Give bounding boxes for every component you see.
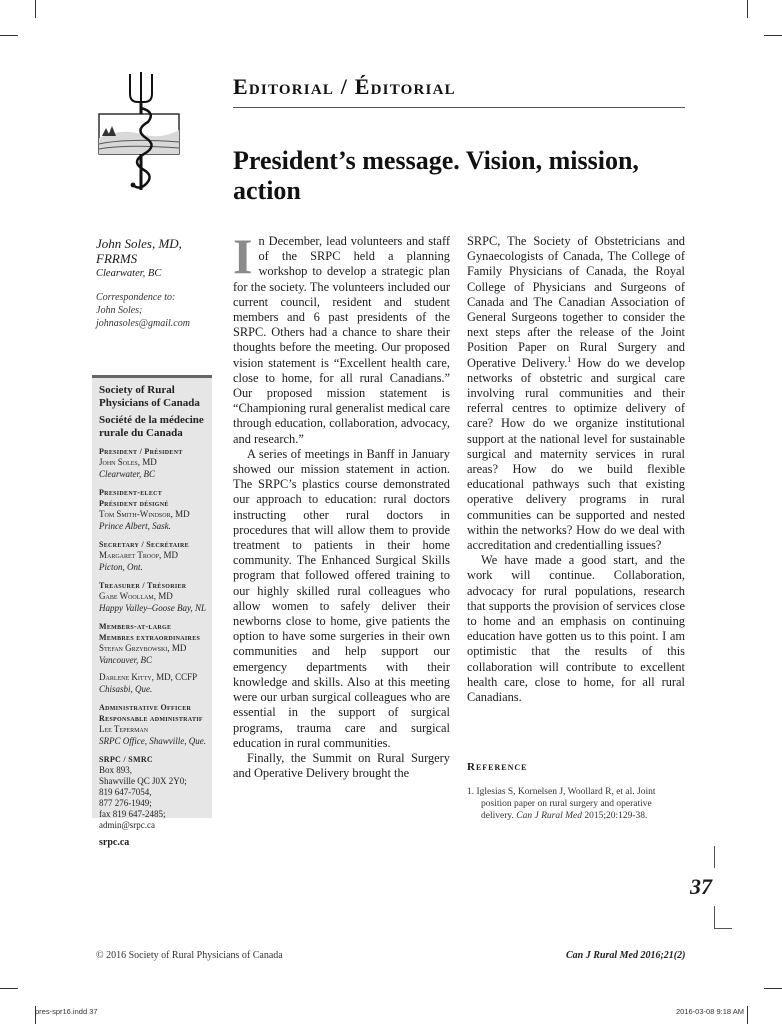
role-title-fr: Responsable administratif [99,714,203,723]
role-title [99,702,206,724]
society-name-en: Society of Rural Physicians of Canada [99,384,200,409]
paragraph-text: How do we develop networks of obstetric and surgical care involving rural communities and their referral centres to optimize delivery of care? How do we organize institutional support at the national level for sustainable surgical and maternity services in rural areas? How do we build flexible educational pathways such that existing operative delivery programs in rural communities can be supported and nested within the networks? How do we deal with accreditation and credentialling issues? [467,355,686,553]
officer-name: Gabe Woollam [99,591,154,601]
society-website: srpc.ca [99,837,130,848]
crop-mark [747,0,748,18]
correspondence-email: johnasoles@gmail.com [96,318,190,329]
copyright: © 2016 Society of Rural Physicians of Canada [96,950,283,961]
officer-entry [99,509,206,521]
paragraph: A series of meetings in Banff in January showed our mission statement in action. The SRPC’s plastics course demonstrated our approach to education: rural doctors instructing other rural doctors in procedures that will allow them to provide treatment to patients in their home community. The Enhanced Surgical Skills program that followed offered training to our highly skilled rural colleagues who allow women to safely deliver their newborns close to home, give patients the option to have some surgeries in their own communities and help support our emergency departments with their knowledge and skills. Also at this meeting were our urban surgical colleagues who are essential in the support of surgical programs, trauma care and surgical education in rural communities. [233,446,450,750]
officer-entry [99,591,206,603]
paragraph: We have made a good start, and the work will continue. Collaboration, advocacy for rural populations, research that supports the provision of services close to home and an emphasis on continuing education have gotten us to this point. I am optimistic that the results of this collaboration will contribute to excellent health care, close to home, for all rural Canadians. [467,553,685,705]
slug-date: 2016-03-08 9:18 AM [676,1007,744,1016]
crop-mark [0,35,18,36]
slug-filename: pres-spr16.indd 37 [35,1007,98,1016]
officer-place: Chisasbi, Que. [99,684,153,694]
correspondence [96,291,211,330]
officer-credentials: , MD [158,550,178,560]
office-line: fax 819 647-2485; [99,809,166,819]
officer-name: Margaret Troop [99,550,159,560]
officer-entry [99,550,206,562]
crop-mark [764,35,782,36]
society-sidebar [92,375,212,848]
office-line: Box 893, [99,765,133,775]
office-line: 877 276-1949; [99,798,152,808]
role-title [99,621,206,643]
officer-place: SRPC Office, Shawville, Que. [99,736,206,746]
page-number: 37 [690,874,712,899]
officer-place: Vancouver, BC [99,655,152,665]
reference-text: 1. Iglesias S, Kornelsen J, Woollard R, et al. Joint position paper on rural surgery and operative delivery. [467,787,656,821]
paragraph [467,234,685,553]
officer-credentials: , MD [137,457,157,467]
office-line: 819 647-7054, [99,787,152,797]
author-block [96,236,211,281]
reference-item [467,786,685,822]
officer-place: Prince Albert, Sask. [99,521,171,531]
officer-credentials: , MD [170,509,190,519]
paragraph: Finally, the Summit on Rural Surgery and Operative Delivery brought the [233,750,450,781]
office-title: SRPC / SMRC [99,755,153,764]
crop-mark [0,988,18,989]
role-title-en: President-elect [99,488,163,497]
journal-citation: Can J Rural Med 2016;21(2) [566,950,686,961]
paragraph-text: n December, lead volunteers and staff of the SRPC held a planning workshop to develop a strategic plan for the society. The volunteers included our current council, resident and student members and 6 past presidents of the SRPC. Others had a chance to share their thoughts before the meeting. Our proposed vision statement is “Excellent health care, close to home, for all rural Canadians.” Our proposed mission statement is “Championing rural generalist medical care through education, collaboration, advocacy, and research.” [233,234,450,446]
crop-mark [35,0,36,18]
srpc-logo-icon [96,72,186,196]
officer-name: Darlene Kitty [99,672,152,682]
officer-entry [99,724,206,736]
office-line: Shawville QC J0X 2Y0; [99,776,187,786]
heading-rule [233,107,685,108]
body-column-2 [467,234,685,705]
page-number-mark [714,846,715,868]
officer-entry [99,672,206,684]
reference-heading: Reference [467,761,528,773]
role-title: President / Président [99,447,183,456]
officer-place: Happy Valley–Goose Bay, NL [99,603,206,613]
officer-name: John Soles [99,457,138,467]
role-title-fr: Président désigné [99,499,169,508]
role-title-en: Administrative Officer [99,703,192,712]
reference-journal: Can J Rural Med [516,811,582,821]
role-title [99,487,206,509]
role-title-fr: Membres extraordinaires [99,633,201,642]
office-email: admin@srpc.ca [99,820,156,830]
crop-mark [747,1006,748,1024]
article-title: President’s message. Vision, mission, action [233,146,639,205]
role-title: Treasurer / Trésorier [99,581,187,590]
correspondence-label: Correspondence to: [96,292,176,303]
page-number-mark [714,928,732,929]
officer-credentials: , MD, CCFP [151,672,198,682]
officer-name: Tom Smith-Windsor [99,509,171,519]
officer-place: Picton, Ont. [99,562,143,572]
officer-place: Clearwater, BC [99,469,156,479]
paragraph [233,228,450,447]
body-column-1 [233,228,450,781]
author-name: John Soles, MD, FRRMS [96,236,182,266]
officer-entry [99,457,206,469]
section-heading: Editorial / Éditorial [233,74,456,99]
officer-credentials: , MD [153,591,173,601]
page-number-mark [714,906,715,928]
officer-name: Stefan Grzybowski [99,643,168,653]
role-title: Secretary / Secrétaire [99,540,189,549]
citation-marker: 1 [567,354,572,364]
drop-cap: I [233,228,253,284]
paragraph-text: SRPC, The Society of Obstetricians and Gynaecologists of Canada, The College of Family Physicians of Canada, the Royal College of Physicians and Surgeons of Canada and The Canadian Association of General Surgeons together to consider the next steps after the release of the Joint Position Paper on Rural Surgery and Operative Delivery. [467,234,685,370]
officer-entry [99,643,206,655]
officer-credentials: , MD [167,643,187,653]
officer-name: Lee Teperman [99,724,149,734]
crop-mark [764,988,782,989]
role-title-en: Members-at-large [99,622,172,631]
reference-tail: 2015;20:129-38. [581,811,648,821]
author-location: Clearwater, BC [96,268,162,279]
society-name-fr: Société de la médecine rurale du Canada [99,414,204,439]
correspondence-name: John Soles; [96,305,143,316]
